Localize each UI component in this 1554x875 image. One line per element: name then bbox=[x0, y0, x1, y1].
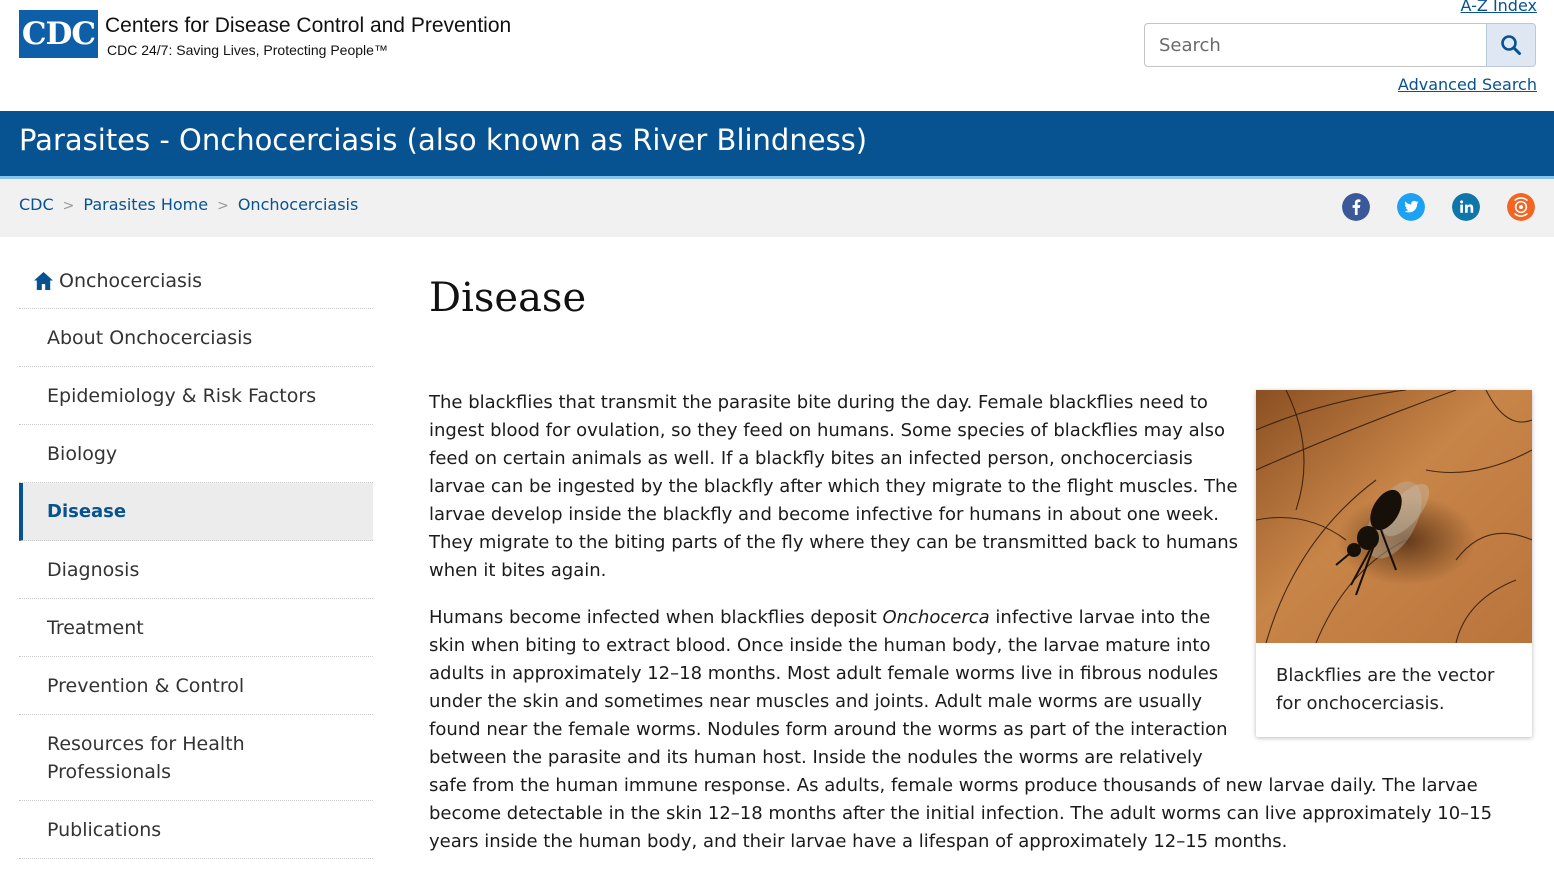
search-form bbox=[1144, 23, 1536, 67]
sidebar-nav bbox=[19, 253, 373, 859]
sidebar-item-diagnosis[interactable] bbox=[19, 541, 373, 599]
syndication-button[interactable] bbox=[1507, 193, 1535, 221]
sidebar-item-biology[interactable] bbox=[19, 425, 373, 483]
facebook-icon bbox=[1342, 193, 1370, 221]
sidebar-item-label: Prevention & Control bbox=[47, 674, 245, 697]
sidebar-item-publications[interactable] bbox=[19, 801, 373, 859]
sidebar-item-treatment[interactable] bbox=[19, 599, 373, 657]
linkedin-share-button[interactable] bbox=[1452, 193, 1480, 221]
paragraph-transmission: The blackflies that transmit the parasite bite during the day. Female blackflies need to ingest blood for ovulation, so they feed on humans. Some species of blackflies may also feed on certain animals as well. If a blackfly bites an infected person, onchocerciasis larvae can be ingested by the blackfly after which they migrate to the flight muscles. The larvae develop inside the blackfly and become infective for humans in about one week. They migrate to the biting parts of the fly where they can be transmitted back to humans when it bites again. bbox=[429, 392, 1239, 581]
sidebar-item-about[interactable] bbox=[19, 309, 373, 367]
title-bar bbox=[0, 111, 1554, 179]
sidebar-item-label: Treatment bbox=[47, 616, 144, 639]
blackfly-photo[interactable] bbox=[1256, 390, 1532, 643]
sidebar-home-link[interactable] bbox=[19, 253, 373, 309]
sidebar-item-label: About Onchocerciasis bbox=[47, 326, 253, 349]
breadcrumb-link-cdc[interactable]: CDC bbox=[19, 195, 54, 214]
sidebar-home-label: Onchocerciasis bbox=[59, 269, 203, 292]
sidebar-item-label: Resources for Health Professionals bbox=[47, 732, 245, 783]
cdc-logo[interactable] bbox=[19, 10, 98, 58]
linkedin-icon bbox=[1452, 193, 1480, 221]
facebook-share-button[interactable] bbox=[1342, 193, 1370, 221]
advanced-search-link[interactable]: Advanced Search bbox=[1397, 75, 1537, 94]
twitter-icon bbox=[1397, 193, 1425, 221]
sidebar-item-label: Biology bbox=[47, 442, 118, 465]
sidebar-item-label: Diagnosis bbox=[47, 558, 140, 581]
sidebar-item-disease[interactable] bbox=[19, 483, 373, 541]
breadcrumb-separator: > bbox=[62, 198, 75, 214]
social-share-bar bbox=[1342, 193, 1535, 221]
search-icon bbox=[1500, 34, 1522, 56]
breadcrumb-separator: > bbox=[217, 198, 229, 214]
blackfly-figure bbox=[1256, 390, 1532, 737]
breadcrumb-bar bbox=[0, 179, 1554, 237]
breadcrumb-link-parasites-home[interactable]: Parasites Home bbox=[83, 195, 209, 214]
onchocerca-term: Onchocerca bbox=[882, 607, 990, 628]
paragraph-infection-rest: infective larvae into the skin when biting to extract blood. Once inside the human body, the larvae mature into adults in approximately 12–18 months. Most adult female worms live in fibrous nodules under the skin and sometimes near muscles and joints. Adult male worms are usually found near the female worms. Nodules form around the worms as part of the interaction between the parasite and its human host. Inside the nodules the worms are relatively safe from the human immune response. As adults, female worms produce thousands of new larvae daily. The larvae become detectable in the skin 12–18 months after the initial infection. The adult worms can live approximately 10–15 years inside the human body, and their larvae have a lifespan of approximately 12–15 months. bbox=[429, 607, 1493, 852]
twitter-share-button[interactable] bbox=[1397, 193, 1425, 221]
figure-caption: Blackflies are the vector for onchocerciasis. bbox=[1276, 665, 1495, 714]
home-icon bbox=[33, 271, 54, 291]
sidebar-item-epidemiology[interactable] bbox=[19, 367, 373, 425]
article-body bbox=[429, 389, 1519, 875]
content-heading: Disease bbox=[429, 275, 587, 321]
sidebar-item-prevention-control[interactable] bbox=[19, 657, 373, 715]
search-button[interactable] bbox=[1486, 23, 1536, 67]
syndication-icon bbox=[1507, 193, 1535, 221]
site-header bbox=[0, 0, 1554, 111]
paragraph-infection-start: Humans become infected when blackflies deposit bbox=[429, 607, 883, 628]
breadcrumb bbox=[19, 195, 358, 214]
breadcrumb-link-onchocerciasis[interactable]: Onchocerciasis bbox=[237, 195, 359, 214]
logo-text: CDC bbox=[21, 16, 96, 52]
tagline: CDC 24/7: Saving Lives, Protecting People™ bbox=[107, 42, 388, 58]
az-index-link[interactable]: A-Z Index bbox=[1460, 0, 1537, 15]
sidebar-item-label: Publications bbox=[47, 818, 162, 841]
sidebar-item-resources[interactable] bbox=[19, 715, 373, 801]
sidebar-item-label: Disease bbox=[47, 500, 127, 522]
org-name: Centers for Disease Control and Prevention bbox=[105, 14, 512, 37]
page-title: Parasites - Onchocerciasis (also known as River Blindness) bbox=[19, 123, 868, 157]
sidebar-item-label: Epidemiology & Risk Factors bbox=[47, 384, 317, 407]
search-input[interactable] bbox=[1144, 23, 1486, 67]
